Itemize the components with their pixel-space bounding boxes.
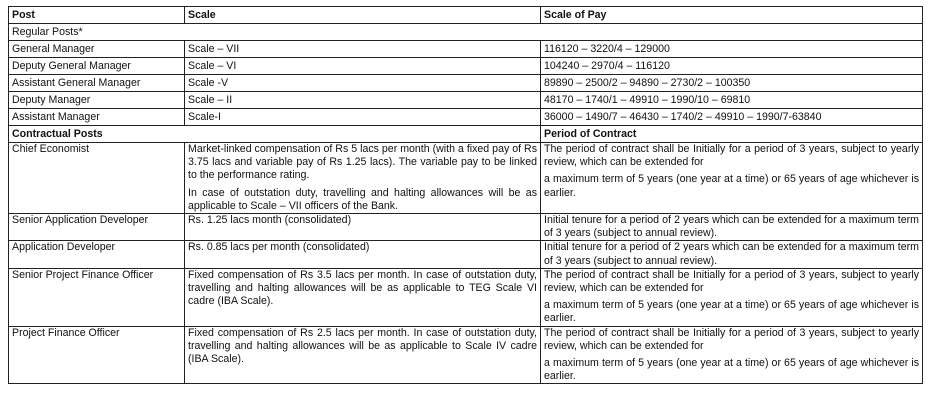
- post-cell: Application Developer: [9, 241, 185, 268]
- header-scale: Scale: [185, 7, 541, 24]
- period-text: a maximum term of 5 years (one year at a time) or 65 years of age whichever is earlier.: [544, 299, 919, 325]
- period-text: a maximum term of 5 years (one year at a time) or 65 years of age whichever is earlier.: [544, 173, 919, 199]
- scale-cell: Scale-I: [185, 109, 541, 126]
- compensation-text: Market-linked compensation of Rs 5 lacs per month (with a fixed pay of Rs 3.75 lacs and variable pay of Rs 1.25 lacs). The variable pay to be linked to the performance rating.: [188, 143, 537, 182]
- pay-cell: 116120 – 3220/4 – 129000: [541, 41, 923, 58]
- table-row: [9, 241, 923, 268]
- table-row: [9, 326, 923, 384]
- compensation-cell: [185, 143, 541, 214]
- pay-cell: 36000 – 1490/7 – 46430 – 1740/2 – 49910 – 1990/7-63840: [541, 109, 923, 126]
- period-text: a maximum term of 5 years (one year at a time) or 65 years of age whichever is earlier.: [544, 357, 919, 383]
- compensation-cell: [185, 268, 541, 326]
- scale-cell: Scale – II: [185, 92, 541, 109]
- table-row: [9, 92, 923, 109]
- pay-cell: 48170 – 1740/1 – 49910 – 1990/10 – 69810: [541, 92, 923, 109]
- pay-scale-table: [8, 6, 923, 384]
- compensation-cell: [185, 326, 541, 384]
- header-post: Post: [9, 7, 185, 24]
- compensation-text: Fixed compensation of Rs 3.5 lacs per month. In case of outstation duty, travelling and halting allowances will be as applicable to TEG Scale VI cadre (IBA Scale).: [188, 268, 537, 308]
- post-cell: Assistant General Manager: [9, 75, 185, 92]
- post-cell: Assistant Manager: [9, 109, 185, 126]
- pay-cell: 89890 – 2500/2 – 94890 – 2730/2 – 100350: [541, 75, 923, 92]
- scale-cell: Scale – VII: [185, 41, 541, 58]
- table-row: [9, 268, 923, 326]
- period-of-contract-header: Period of Contract: [541, 126, 923, 143]
- period-cell: [541, 326, 923, 384]
- compensation-cell: [185, 241, 541, 268]
- regular-posts-label: Regular Posts*: [9, 24, 923, 41]
- table-row: [9, 75, 923, 92]
- table-row: [9, 109, 923, 126]
- period-text: The period of contract shall be Initially for a period of 3 years, subject to yearly review, which can be extended for: [544, 326, 919, 352]
- table-header-row: [9, 7, 923, 24]
- scale-cell: Scale – VI: [185, 58, 541, 75]
- period-text: Initial tenure for a period of 2 years which can be extended for a maximum term of 3 years (subject to annual review).: [544, 241, 919, 267]
- table-row: [9, 58, 923, 75]
- scale-cell: Scale -V: [185, 75, 541, 92]
- post-cell: Chief Economist: [9, 143, 185, 214]
- compensation-text: Rs. 0.85 lacs per month (consolidated): [188, 241, 370, 254]
- period-cell: [541, 143, 923, 214]
- period-text: The period of contract shall be Initially for a period of 3 years, subject to yearly review, which can be extended for: [544, 143, 919, 169]
- period-text: The period of contract shall be Initially for a period of 3 years, subject to yearly review, which can be extended for: [544, 268, 919, 295]
- post-cell: Senior Project Finance Officer: [9, 268, 185, 326]
- regular-posts-row: [9, 24, 923, 41]
- compensation-text: Fixed compensation of Rs 2.5 lacs per month. In case of outstation duty, travelling and halting allowances will be as applicable to Scale IV cadre (IBA Scale).: [188, 326, 537, 366]
- compensation-text: In case of outstation duty, travelling and halting allowances will be as applicable to Scale – VII officers of the Bank.: [188, 186, 537, 212]
- contractual-posts-label: Contractual Posts: [9, 126, 541, 143]
- post-cell: Project Finance Officer: [9, 326, 185, 384]
- period-cell: [541, 214, 923, 241]
- post-cell: General Manager: [9, 41, 185, 58]
- period-cell: [541, 268, 923, 326]
- contractual-header-row: [9, 126, 923, 143]
- post-cell: Deputy Manager: [9, 92, 185, 109]
- period-cell: [541, 241, 923, 268]
- table-row: [9, 41, 923, 58]
- period-text: Initial tenure for a period of 2 years which can be extended for a maximum term of 3 years (subject to annual review).: [544, 214, 919, 240]
- table-row: [9, 143, 923, 214]
- post-cell: Deputy General Manager: [9, 58, 185, 75]
- header-scale-of-pay: Scale of Pay: [541, 7, 923, 24]
- compensation-cell: [185, 214, 541, 241]
- compensation-text: Rs. 1.25 lacs month (consolidated): [188, 214, 352, 227]
- pay-cell: 104240 – 2970/4 – 116120: [541, 58, 923, 75]
- table-row: [9, 214, 923, 241]
- post-cell: Senior Application Developer: [9, 214, 185, 241]
